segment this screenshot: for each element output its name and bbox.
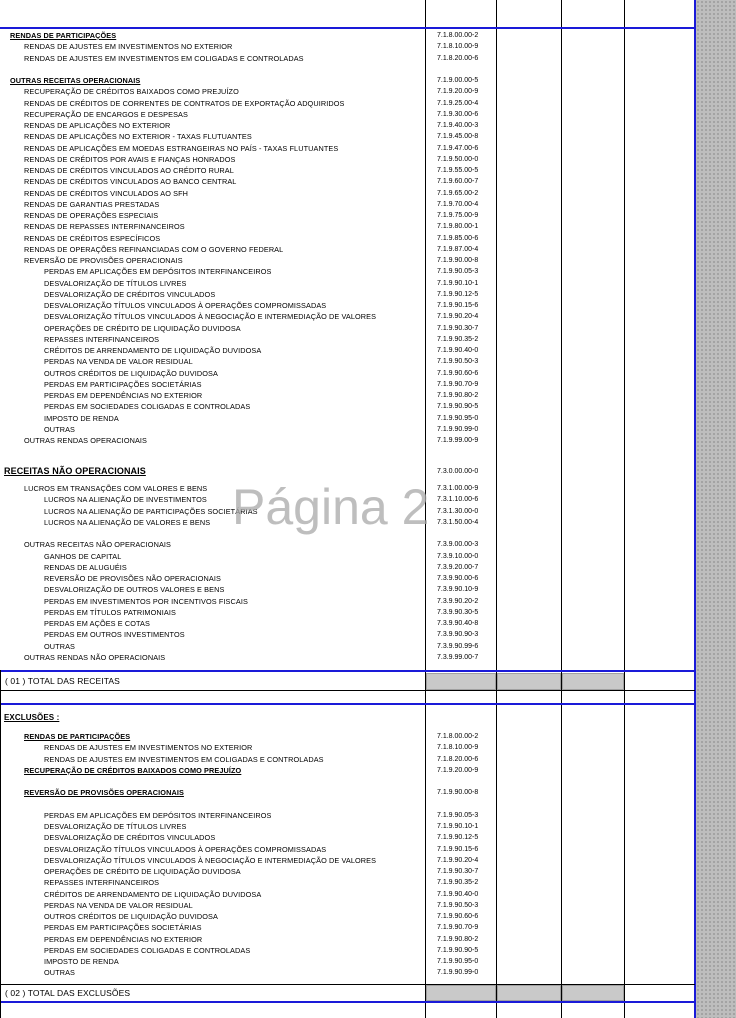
frame-line [0,1001,695,1003]
account-code: 7.1.9.55.00-5 [437,167,479,174]
account-code: 7.1.9.00.00-5 [437,77,479,84]
account-row [0,629,736,640]
receitas-nao-operacionais-code: 7.3.0.00.00-0 [437,468,479,475]
account-row [0,244,736,255]
account-code: 7.1.9.90.15-6 [437,845,479,853]
account-label: OUTRAS [44,641,76,651]
account-code: 7.1.9.90.15-6 [437,302,479,309]
account-code: 7.1.9.25.00-4 [437,99,479,107]
account-label: LUCROS NA ALIENAÇÃO DE INVESTIMENTOS [44,495,207,505]
account-code: 7.1.9.90.95-0 [437,414,479,422]
account-row [0,75,736,86]
account-code: 7.1.8.20.00-6 [437,755,479,763]
account-label: PERDAS EM SOCIEDADES COLIGADAS E CONTROLADAS [44,945,251,955]
account-code: 7.1.9.90.00-8 [437,789,479,797]
account-row [0,754,736,765]
account-code: 7.3.9.90.10-9 [437,586,479,594]
account-code: 7.1.9.45.00-8 [437,133,479,141]
account-code: 7.1.9.90.70-9 [437,380,479,388]
account-label: PERDAS NA VENDA DE VALOR RESIDUAL [44,900,193,910]
account-row [0,911,736,922]
account-code: 7.1.8.00.00-2 [437,32,479,39]
account-row [0,877,736,888]
account-code: 7.3.9.90.00-6 [437,575,479,582]
account-label: RENDAS DE OPERAÇÕES ESPECIAIS [24,211,159,220]
account-row [0,900,736,911]
account-label: PERDAS EM PARTICIPAÇÕES SOCIETÁRIAS [44,923,202,933]
account-row [0,821,736,832]
account-code: 7.1.9.70.00-4 [437,200,479,208]
account-label: REVERSÃO DE PROVISÕES OPERACIONAIS [24,788,184,798]
account-label: PERDAS EM TÍTULOS PATRIMONIAIS [44,607,176,617]
account-label: RECUPERAÇÃO DE CRÉDITOS BAIXADOS COMO PREJUÍZO [24,87,239,97]
account-code: 7.1.9.90.50-3 [437,901,479,909]
account-label: REPASSES INTERFINANCEIROS [44,334,160,344]
account-label: RENDAS DE CRÉDITOS DE CORRENTES DE CONTRATOS DE EXPORTAÇÃO ADQUIRIDOS [24,98,345,108]
account-code: 7.1.9.90.70-9 [437,924,479,932]
account-label: RENDAS DE ALUGUÉIS [44,562,127,572]
account-label: RENDAS DE GARANTIAS PRESTADAS [24,199,160,209]
account-row [0,641,736,652]
account-code: 7.1.8.10.00-9 [437,43,479,51]
account-label: OPERAÇÕES DE CRÉDITO DE LIQUIDAÇÃO DUVIDOSA [44,867,241,876]
account-row [0,889,736,900]
account-code: 7.1.9.90.99-0 [437,969,479,977]
account-code: 7.1.9.40.00-3 [437,122,479,129]
account-row [0,934,736,945]
account-row [0,731,736,742]
account-row [0,300,736,311]
account-label: PERDAS EM SOCIEDADES COLIGADAS E CONTROLADAS [44,402,251,412]
account-label: OPERAÇÕES DE CRÉDITO DE LIQUIDAÇÃO DUVIDOSA [44,323,241,333]
account-label: PERDAS EM PARTICIPAÇÕES SOCIETÁRIAS [44,379,202,389]
receitas-nao-operacionais-title: RECEITAS NÃO OPERACIONAIS [4,466,146,476]
account-row [0,266,736,277]
account-label: PERDAS NA VENDA DE VALOR RESIDUAL [44,357,193,367]
account-label: RENDAS DE CRÉDITOS ESPECÍFICOS [24,233,161,243]
account-row [0,832,736,843]
account-code: 7.1.8.10.00-9 [437,744,479,752]
account-row [0,176,736,187]
account-label: RENDAS DE PARTICIPAÇÕES [10,31,117,40]
account-row [0,379,736,390]
account-row [0,922,736,933]
total-exclusoes-label: ( 02 ) TOTAL DAS EXCLUSÕES [5,988,131,998]
account-row [0,618,736,629]
account-label: DESVALORIZAÇÃO DE CRÉDITOS VINCULADOS [44,289,216,299]
account-label: LUCROS NA ALIENAÇÃO DE VALORES E BENS [44,517,211,527]
account-row [0,368,736,379]
account-code: 7.1.9.90.00-8 [437,257,479,264]
account-label: PERDAS EM AÇÕES E COTAS [44,619,150,628]
account-label: RENDAS DE AJUSTES EM INVESTIMENTOS EM COLIGADAS E CONTROLADAS [44,754,324,764]
account-code: 7.1.9.90.30-7 [437,868,479,875]
account-label: LUCROS EM TRANSAÇÕES COM VALORES E BENS [24,484,208,493]
account-code: 7.3.1.00.00-9 [437,485,479,492]
account-row [0,41,736,52]
account-label: RENDAS DE REPASSES INTERFINANCEIROS [24,222,185,232]
account-code: 7.1.9.90.35-2 [437,335,479,343]
account-code: 7.1.9.50.00-0 [437,155,479,163]
account-label: CRÉDITOS DE ARRENDAMENTO DE LIQUIDAÇÃO DUVIDOSA [44,346,262,355]
account-row [0,53,736,64]
account-label: RECUPERAÇÃO DE ENCARGOS E DESPESAS [24,109,188,119]
account-label: LUCROS NA ALIENAÇÃO DE PARTICIPAÇÕES SOCIETÁRIAS [44,506,258,516]
account-code: 7.1.9.90.05-3 [437,268,479,276]
account-label: RECUPERAÇÃO DE CRÉDITOS BAIXADOS COMO PREJUÍZO [24,765,242,775]
account-code: 7.1.9.60.00-7 [437,178,479,186]
account-row [0,199,736,210]
account-code: 7.3.9.00.00-3 [437,541,479,549]
account-code: 7.1.9.85.00-6 [437,234,479,242]
frame-line [0,703,695,705]
page-watermark: Página 2 [232,479,430,535]
account-label: DESVALORIZAÇÃO TÍTULOS VINCULADOS À NEGOCIAÇÃO E INTERMEDIAÇÃO DE VALORES [44,312,377,322]
account-label: PERDAS EM INVESTIMENTOS POR INCENTIVOS FISCAIS [44,596,248,606]
account-row [0,356,736,367]
account-code: 7.1.9.80.00-1 [437,223,479,231]
account-row [0,323,736,334]
frame-line [0,670,695,672]
account-label: DESVALORIZAÇÃO DE TÍTULOS LIVRES [44,278,187,288]
account-row [0,787,736,798]
account-label: DESVALORIZAÇÃO TÍTULOS VINCULADOS À OPERAÇÕES COMPROMISSADAS [44,301,327,310]
account-label: PERDAS EM OUTROS INVESTIMENTOS [44,630,185,640]
account-label: RENDAS DE OPERAÇÕES REFINANCIADAS COM O GOVERNO FEDERAL [24,244,284,254]
account-label: DESVALORIZAÇÃO DE CRÉDITOS VINCULADOS [44,833,216,843]
account-code: 7.1.9.90.40-0 [437,347,479,354]
account-row [0,131,736,142]
account-row [0,188,736,199]
account-row [0,98,736,109]
account-label: RENDAS DE CRÉDITOS VINCULADOS AO CRÉDITO RURAL [24,166,234,175]
account-row [0,233,736,244]
account-row [0,165,736,176]
account-code: 7.1.9.90.10-1 [437,823,479,830]
account-code: 7.3.9.99.00-7 [437,653,479,661]
account-label: RENDAS DE CRÉDITOS VINCULADOS AO BANCO CENTRAL [24,177,237,187]
account-label: RENDAS DE CRÉDITOS VINCULADOS AO SFH [24,188,189,198]
account-row [0,810,736,821]
account-label: DESVALORIZAÇÃO DE OUTROS VALORES E BENS [44,585,225,595]
account-row [0,551,736,562]
account-code: 7.1.9.90.80-2 [437,392,479,399]
receitas-nao-operacionais-heading-row [0,466,736,477]
account-code: 7.1.9.90.50-3 [437,358,479,366]
account-code: 7.3.9.10.00-0 [437,552,479,560]
account-row [0,742,736,753]
account-row [0,945,736,956]
account-label: RENDAS DE APLICAÇÕES EM MOEDAS ESTRANGEIRAS NO PAÍS - TAXAS FLUTUANTES [24,143,339,153]
account-row [0,956,736,967]
account-code: 7.1.9.99.00-9 [437,437,479,444]
account-row [0,30,736,41]
account-row [0,573,736,584]
window-scrollbar[interactable] [696,0,736,1018]
account-label: CRÉDITOS DE ARRENDAMENTO DE LIQUIDAÇÃO DUVIDOSA [44,889,262,899]
account-row [0,855,736,866]
account-code: 7.1.8.20.00-6 [437,54,479,62]
account-label: PERDAS EM APLICAÇÕES EM DEPÓSITOS INTERFINANCEIROS [44,267,272,277]
account-code: 7.1.9.90.40-0 [437,890,479,898]
account-code: 7.1.9.90.95-0 [437,958,479,965]
account-label: PERDAS EM DEPENDÊNCIAS NO EXTERIOR [44,391,203,400]
account-row [0,221,736,232]
account-label: REVERSÃO DE PROVISÕES NÃO OPERACIONAIS [44,574,221,583]
account-row [0,424,736,435]
account-code: 7.1.9.90.99-0 [437,425,479,433]
account-row [0,64,736,75]
account-row [0,435,736,446]
account-code: 7.1.9.75.00-9 [437,212,479,219]
account-code: 7.3.1.30.00-0 [437,507,479,515]
exclusoes-title: EXCLUSÕES : [4,713,60,722]
exclusoes-heading-row [0,712,736,723]
account-code: 7.1.9.90.20-4 [437,856,479,864]
account-label: DESVALORIZAÇÃO DE TÍTULOS LIVRES [44,822,187,831]
account-code: 7.1.9.90.90-5 [437,403,479,411]
account-code: 7.1.9.90.60-6 [437,913,479,920]
account-row [0,311,736,322]
account-row [0,334,736,345]
account-row [0,967,736,978]
account-row [0,390,736,401]
account-row [0,154,736,165]
account-label: PERDAS EM APLICAÇÕES EM DEPÓSITOS INTERFINANCEIROS [44,810,272,820]
account-code: 7.1.9.65.00-2 [437,189,479,197]
account-code: 7.1.9.90.35-2 [437,879,479,887]
account-row [0,539,736,550]
account-label: RENDAS DE APLICAÇÕES NO EXTERIOR [24,121,171,130]
account-code: 7.3.9.90.90-3 [437,631,479,639]
account-row [0,652,736,663]
account-code: 7.1.9.90.20-4 [437,313,479,321]
account-label: OUTRAS RENDAS OPERACIONAIS [24,436,148,445]
account-row [0,210,736,221]
account-label: OUTRAS RECEITAS NÃO OPERACIONAIS [24,540,171,550]
account-code: 7.1.9.90.12-5 [437,834,479,842]
account-label: RENDAS DE AJUSTES EM INVESTIMENTOS NO EXTERIOR [44,743,253,753]
account-code: 7.1.9.90.30-7 [437,324,479,332]
total-receitas-row [0,676,736,687]
account-code: 7.3.9.90.20-2 [437,597,479,605]
account-row [0,143,736,154]
account-row [0,86,736,97]
account-label: REPASSES INTERFINANCEIROS [44,878,160,888]
account-row [0,120,736,131]
account-code: 7.3.9.90.40-8 [437,620,479,627]
account-row [0,765,736,776]
account-row [0,413,736,424]
account-label: DESVALORIZAÇÃO TÍTULOS VINCULADOS À OPERAÇÕES COMPROMISSADAS [44,844,327,854]
account-label: RENDAS DE AJUSTES EM INVESTIMENTOS NO EXTERIOR [24,42,233,52]
account-label: IMPOSTO DE RENDA [44,957,119,966]
account-code: 7.1.9.90.90-5 [437,946,479,954]
account-row [0,776,736,787]
account-row [0,255,736,266]
account-label: IMPOSTO DE RENDA [44,413,119,423]
account-row [0,278,736,289]
account-code: 7.1.9.30.00-6 [437,110,479,118]
account-code: 7.3.1.10.00-6 [437,496,479,504]
account-label: OUTROS CRÉDITOS DE LIQUIDAÇÃO DUVIDOSA [44,912,218,921]
row-line [0,690,695,691]
account-label: RENDAS DE APLICAÇÕES NO EXTERIOR - TAXAS FLUTUANTES [24,132,252,142]
account-code: 7.1.9.47.00-6 [437,144,479,152]
account-code: 7.1.9.20.00-9 [437,766,479,774]
account-row [0,109,736,120]
account-label: OUTRAS [44,968,76,978]
account-code: 7.1.9.20.00-9 [437,88,479,96]
account-row [0,607,736,618]
account-code: 7.3.1.50.00-4 [437,518,479,526]
account-label: RENDAS DE CRÉDITOS POR AVAIS E FIANÇAS HONRADOS [24,154,236,164]
account-code: 7.3.9.20.00-7 [437,563,479,571]
account-label: RENDAS DE AJUSTES EM INVESTIMENTOS EM COLIGADAS E CONTROLADAS [24,53,304,63]
frame-line [0,27,695,29]
account-row [0,596,736,607]
account-code: 7.1.8.00.00-2 [437,733,479,740]
account-label: OUTRAS RECEITAS OPERACIONAIS [10,76,141,85]
account-code: 7.3.9.90.30-5 [437,608,479,616]
total-exclusoes-row [0,988,736,999]
account-code: 7.1.9.90.80-2 [437,935,479,943]
account-code: 7.1.9.90.05-3 [437,811,479,819]
account-label: GANHOS DE CAPITAL [44,551,122,561]
account-label: OUTRAS RENDAS NÃO OPERACIONAIS [24,652,166,662]
account-code: 7.1.9.90.10-1 [437,279,479,287]
account-row [0,345,736,356]
account-row [0,584,736,595]
account-code: 7.1.9.90.12-5 [437,290,479,298]
account-label: OUTRAS [44,424,76,434]
account-label: RENDAS DE PARTICIPAÇÕES [24,732,131,741]
account-row [0,289,736,300]
account-row [0,799,736,810]
account-code: 7.1.9.90.60-6 [437,369,479,377]
account-row [0,866,736,877]
account-row [0,562,736,573]
account-code: 7.3.9.90.99-6 [437,642,479,650]
total-receitas-label: ( 01 ) TOTAL DAS RECEITAS [5,676,120,686]
account-row [0,844,736,855]
account-label: OUTROS CRÉDITOS DE LIQUIDAÇÃO DUVIDOSA [44,368,218,378]
account-code: 7.1.9.87.00-4 [437,245,479,253]
account-row [0,401,736,412]
account-label: REVERSÃO DE PROVISÕES OPERACIONAIS [24,256,183,265]
account-label: DESVALORIZAÇÃO TÍTULOS VINCULADOS À NEGOCIAÇÃO E INTERMEDIAÇÃO DE VALORES [44,855,377,865]
account-label: PERDAS EM DEPENDÊNCIAS NO EXTERIOR [44,934,203,944]
